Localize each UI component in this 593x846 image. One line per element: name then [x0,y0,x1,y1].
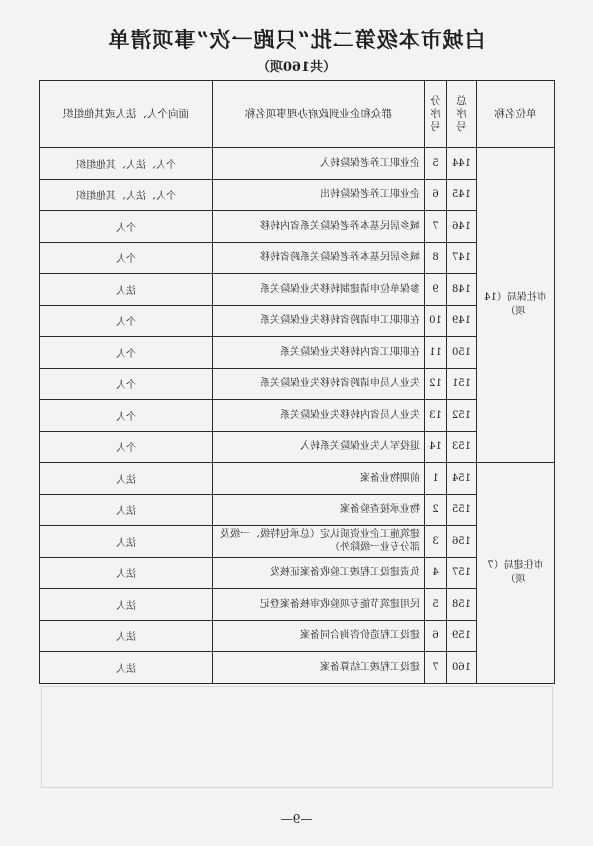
sub-no-cell: 13 [425,400,447,432]
item-name-cell: 失业人员申请跨省转移失业保险关系 [213,368,425,400]
total-no-cell: 155 [447,494,477,526]
sub-no-cell: 7 [425,211,447,243]
sub-no-cell: 6 [425,620,447,652]
sub-no-cell: 2 [425,494,447,526]
total-no-cell: 156 [447,526,477,558]
item-name-cell: 物业承接查验备案 [213,494,425,526]
target-cell: 个人 [40,368,213,400]
item-name-cell: 建设工程造价咨询合同备案 [213,620,425,652]
item-name-cell: 建筑施工企业资质认定（总承包特级、一级及部分专业一级除外） [213,526,425,558]
table-header-row [40,81,555,148]
header-total-no: 总序号 [447,81,477,148]
target-cell: 个人 [40,211,213,243]
target-cell: 法人 [40,463,213,495]
sub-no-cell: 5 [425,148,447,180]
target-cell: 法人 [40,494,213,526]
target-cell: 法人 [40,589,213,621]
sub-no-cell: 5 [425,589,447,621]
target-cell: 法人 [40,526,213,558]
table-row [40,148,555,180]
sub-no-cell: 10 [425,305,447,337]
sub-no-cell: 3 [425,526,447,558]
header-unit: 单位名称 [477,81,555,148]
sub-no-cell: 7 [425,652,447,684]
target-cell: 个人 [40,242,213,274]
item-name-cell: 城乡居民基本养老保险关系跨省转移 [213,242,425,274]
item-name-cell: 民用建筑节能专项验收审核备案登记 [213,589,425,621]
total-no-cell: 148 [447,274,477,306]
item-name-cell: 企业职工养老保险转出 [213,179,425,211]
page-number: —9— [280,812,313,826]
document-subtitle: （共160项） [256,60,337,75]
header-target: 面向个人、法人或其他组织 [40,81,213,148]
target-cell: 个人 [40,305,213,337]
item-name-cell: 失业人员省内转移失业保险关系 [213,400,425,432]
sub-no-cell: 14 [425,431,447,463]
bleed-through-lines [41,686,553,788]
total-no-cell: 151 [447,368,477,400]
sub-no-cell: 1 [425,463,447,495]
target-cell: 法人 [40,274,213,306]
item-name-cell: 在职职工申请跨省转移失业保险关系 [213,305,425,337]
item-name-cell: 城乡居民基本养老保险关系省内转移 [213,211,425,243]
items-table [39,80,555,684]
total-no-cell: 150 [447,337,477,369]
sub-no-cell: 11 [425,337,447,369]
target-cell: 个人 [40,337,213,369]
target-cell: 法人 [40,652,213,684]
total-no-cell: 152 [447,400,477,432]
target-cell: 法人 [40,620,213,652]
target-cell: 个人 [40,400,213,432]
target-cell: 个人 [40,431,213,463]
item-name-cell: 退役军人失业保险关系转入 [213,431,425,463]
sub-no-cell: 8 [425,242,447,274]
unit-name-cell: 市社保局（14项） [477,148,555,463]
total-no-cell: 157 [447,557,477,589]
sub-no-cell: 9 [425,274,447,306]
unit-name-cell: 市住建局（7项） [477,463,555,684]
total-no-cell: 154 [447,463,477,495]
sub-no-cell: 4 [425,557,447,589]
document-title: 白城市本级第二批“只跑一次”事项清单 [107,27,486,52]
item-name-cell: 在职职工省内转移失业保险关系 [213,337,425,369]
item-name-cell: 建设工程竣工结算备案 [213,652,425,684]
header-item-name: 群众和企业到政府办理事项名称 [213,81,425,148]
sub-no-cell: 6 [425,179,447,211]
total-no-cell: 146 [447,211,477,243]
total-no-cell: 144 [447,148,477,180]
total-no-cell: 160 [447,652,477,684]
total-no-cell: 153 [447,431,477,463]
total-no-cell: 159 [447,620,477,652]
item-name-cell: 参保单位申请建制转移失业保险关系 [213,274,425,306]
item-name-cell: 负责建设工程竣工验收备案证核发 [213,557,425,589]
target-cell: 个人、法人、其他组织 [40,179,213,211]
item-name-cell: 前期物业备案 [213,463,425,495]
total-no-cell: 147 [447,242,477,274]
sub-no-cell: 12 [425,368,447,400]
total-no-cell: 158 [447,589,477,621]
target-cell: 法人 [40,557,213,589]
total-no-cell: 145 [447,179,477,211]
header-sub-no: 分序号 [425,81,447,148]
item-name-cell: 企业职工养老保险转入 [213,148,425,180]
total-no-cell: 149 [447,305,477,337]
table-row [40,463,555,495]
target-cell: 个人、法人、其他组织 [40,148,213,180]
